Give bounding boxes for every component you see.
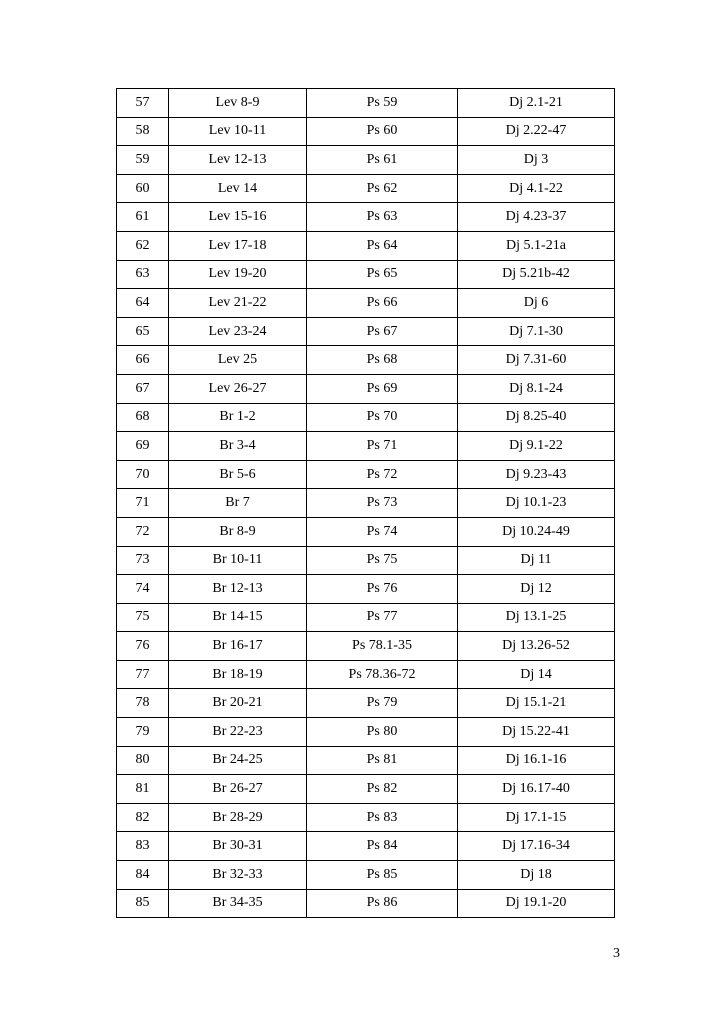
- day-number-cell: 74: [117, 575, 169, 604]
- reading-3-cell: Dj 10.1-23: [458, 489, 615, 518]
- table-row: [117, 489, 615, 518]
- reading-3-cell: Dj 9.1-22: [458, 432, 615, 461]
- reading-3-cell: Dj 2.1-21: [458, 89, 615, 118]
- reading-3-cell: Dj 8.1-24: [458, 374, 615, 403]
- reading-2-cell: Ps 64: [307, 231, 458, 260]
- day-number-cell: 66: [117, 346, 169, 375]
- reading-2-cell: Ps 82: [307, 775, 458, 804]
- table-row: [117, 575, 615, 604]
- reading-1-cell: Lev 26-27: [169, 374, 307, 403]
- reading-3-cell: Dj 18: [458, 861, 615, 890]
- reading-1-cell: Br 20-21: [169, 689, 307, 718]
- reading-1-cell: Br 34-35: [169, 889, 307, 918]
- table-row: [117, 117, 615, 146]
- reading-1-cell: Br 16-17: [169, 632, 307, 661]
- reading-3-cell: Dj 7.1-30: [458, 317, 615, 346]
- reading-2-cell: Ps 78.1-35: [307, 632, 458, 661]
- day-number-cell: 85: [117, 889, 169, 918]
- day-number-cell: 58: [117, 117, 169, 146]
- reading-2-cell: Ps 65: [307, 260, 458, 289]
- day-number-cell: 83: [117, 832, 169, 861]
- table-row: [117, 460, 615, 489]
- table-row: [117, 832, 615, 861]
- day-number-cell: 68: [117, 403, 169, 432]
- reading-3-cell: Dj 16.17-40: [458, 775, 615, 804]
- reading-2-cell: Ps 63: [307, 203, 458, 232]
- table-row: [117, 146, 615, 175]
- reading-3-cell: Dj 5.21b-42: [458, 260, 615, 289]
- reading-2-cell: Ps 76: [307, 575, 458, 604]
- table-row: [117, 260, 615, 289]
- reading-2-cell: Ps 86: [307, 889, 458, 918]
- reading-3-cell: Dj 11: [458, 546, 615, 575]
- reading-2-cell: Ps 71: [307, 432, 458, 461]
- reading-1-cell: Lev 15-16: [169, 203, 307, 232]
- reading-3-cell: Dj 19.1-20: [458, 889, 615, 918]
- table-row: [117, 660, 615, 689]
- reading-1-cell: Lev 10-11: [169, 117, 307, 146]
- reading-1-cell: Lev 12-13: [169, 146, 307, 175]
- day-number-cell: 72: [117, 517, 169, 546]
- reading-2-cell: Ps 67: [307, 317, 458, 346]
- table-row: [117, 432, 615, 461]
- reading-3-cell: Dj 17.1-15: [458, 803, 615, 832]
- reading-2-cell: Ps 80: [307, 718, 458, 747]
- table-row: [117, 289, 615, 318]
- table-row: [117, 718, 615, 747]
- reading-2-cell: Ps 79: [307, 689, 458, 718]
- reading-1-cell: Br 14-15: [169, 603, 307, 632]
- reading-2-cell: Ps 73: [307, 489, 458, 518]
- reading-3-cell: Dj 5.1-21a: [458, 231, 615, 260]
- day-number-cell: 64: [117, 289, 169, 318]
- day-number-cell: 77: [117, 660, 169, 689]
- reading-1-cell: Br 28-29: [169, 803, 307, 832]
- table-row: [117, 861, 615, 890]
- reading-3-cell: Dj 14: [458, 660, 615, 689]
- reading-2-cell: Ps 68: [307, 346, 458, 375]
- table-row: [117, 803, 615, 832]
- reading-1-cell: Br 3-4: [169, 432, 307, 461]
- day-number-cell: 84: [117, 861, 169, 890]
- day-number-cell: 81: [117, 775, 169, 804]
- reading-1-cell: Br 12-13: [169, 575, 307, 604]
- reading-2-cell: Ps 81: [307, 746, 458, 775]
- day-number-cell: 70: [117, 460, 169, 489]
- page-number: 3: [613, 946, 620, 961]
- reading-3-cell: Dj 6: [458, 289, 615, 318]
- day-number-cell: 69: [117, 432, 169, 461]
- reading-3-cell: Dj 13.26-52: [458, 632, 615, 661]
- reading-2-cell: Ps 85: [307, 861, 458, 890]
- reading-plan-table: [116, 88, 615, 918]
- reading-3-cell: Dj 8.25-40: [458, 403, 615, 432]
- reading-1-cell: Br 10-11: [169, 546, 307, 575]
- reading-2-cell: Ps 74: [307, 517, 458, 546]
- reading-2-cell: Ps 83: [307, 803, 458, 832]
- reading-3-cell: Dj 10.24-49: [458, 517, 615, 546]
- table-row: [117, 317, 615, 346]
- table-row: [117, 546, 615, 575]
- day-number-cell: 73: [117, 546, 169, 575]
- reading-2-cell: Ps 75: [307, 546, 458, 575]
- table-row: [117, 174, 615, 203]
- reading-1-cell: Lev 14: [169, 174, 307, 203]
- reading-3-cell: Dj 4.1-22: [458, 174, 615, 203]
- day-number-cell: 60: [117, 174, 169, 203]
- reading-1-cell: Br 22-23: [169, 718, 307, 747]
- day-number-cell: 62: [117, 231, 169, 260]
- reading-1-cell: Br 18-19: [169, 660, 307, 689]
- reading-2-cell: Ps 59: [307, 89, 458, 118]
- reading-1-cell: Lev 19-20: [169, 260, 307, 289]
- day-number-cell: 61: [117, 203, 169, 232]
- table-row: [117, 231, 615, 260]
- reading-2-cell: Ps 66: [307, 289, 458, 318]
- reading-2-cell: Ps 77: [307, 603, 458, 632]
- table-row: [117, 403, 615, 432]
- reading-3-cell: Dj 3: [458, 146, 615, 175]
- reading-2-cell: Ps 60: [307, 117, 458, 146]
- reading-1-cell: Br 5-6: [169, 460, 307, 489]
- reading-2-cell: Ps 61: [307, 146, 458, 175]
- reading-3-cell: Dj 17.16-34: [458, 832, 615, 861]
- reading-1-cell: Lev 23-24: [169, 317, 307, 346]
- reading-2-cell: Ps 62: [307, 174, 458, 203]
- reading-1-cell: Br 1-2: [169, 403, 307, 432]
- table-row: [117, 374, 615, 403]
- reading-1-cell: Lev 17-18: [169, 231, 307, 260]
- reading-2-cell: Ps 72: [307, 460, 458, 489]
- reading-1-cell: Br 32-33: [169, 861, 307, 890]
- day-number-cell: 78: [117, 689, 169, 718]
- day-number-cell: 63: [117, 260, 169, 289]
- day-number-cell: 79: [117, 718, 169, 747]
- reading-3-cell: Dj 4.23-37: [458, 203, 615, 232]
- reading-1-cell: Lev 8-9: [169, 89, 307, 118]
- table-row: [117, 517, 615, 546]
- reading-1-cell: Br 26-27: [169, 775, 307, 804]
- table-row: [117, 889, 615, 918]
- reading-2-cell: Ps 69: [307, 374, 458, 403]
- reading-1-cell: Br 30-31: [169, 832, 307, 861]
- reading-3-cell: Dj 15.1-21: [458, 689, 615, 718]
- reading-1-cell: Lev 25: [169, 346, 307, 375]
- day-number-cell: 71: [117, 489, 169, 518]
- table-row: [117, 89, 615, 118]
- reading-2-cell: Ps 78.36-72: [307, 660, 458, 689]
- day-number-cell: 76: [117, 632, 169, 661]
- reading-3-cell: Dj 12: [458, 575, 615, 604]
- day-number-cell: 59: [117, 146, 169, 175]
- day-number-cell: 75: [117, 603, 169, 632]
- reading-3-cell: Dj 7.31-60: [458, 346, 615, 375]
- reading-2-cell: Ps 84: [307, 832, 458, 861]
- reading-1-cell: Br 8-9: [169, 517, 307, 546]
- reading-1-cell: Br 7: [169, 489, 307, 518]
- reading-3-cell: Dj 13.1-25: [458, 603, 615, 632]
- table-row: [117, 603, 615, 632]
- table-row: [117, 203, 615, 232]
- reading-3-cell: Dj 2.22-47: [458, 117, 615, 146]
- reading-2-cell: Ps 70: [307, 403, 458, 432]
- table-row: [117, 346, 615, 375]
- table-row: [117, 689, 615, 718]
- day-number-cell: 82: [117, 803, 169, 832]
- day-number-cell: 80: [117, 746, 169, 775]
- reading-3-cell: Dj 16.1-16: [458, 746, 615, 775]
- day-number-cell: 57: [117, 89, 169, 118]
- reading-1-cell: Lev 21-22: [169, 289, 307, 318]
- reading-3-cell: Dj 15.22-41: [458, 718, 615, 747]
- reading-3-cell: Dj 9.23-43: [458, 460, 615, 489]
- table-row: [117, 775, 615, 804]
- table-row: [117, 746, 615, 775]
- reading-1-cell: Br 24-25: [169, 746, 307, 775]
- day-number-cell: 65: [117, 317, 169, 346]
- day-number-cell: 67: [117, 374, 169, 403]
- table-row: [117, 632, 615, 661]
